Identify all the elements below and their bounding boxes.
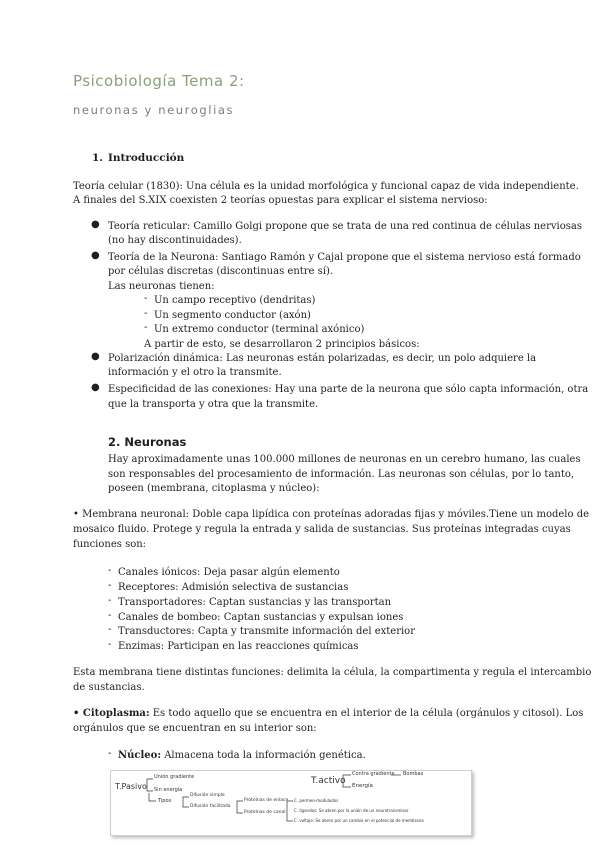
paragraph-line: mosaico fluido. Protege y regula la entrada y salida de sustancias. Sus proteínas integradas cuyas [73,524,571,535]
list-item: Enzimas: Participan en las reacciones químicas [118,641,359,652]
diagram-label: C. permeo-modulados [294,798,339,803]
list-item: Canales iónicos: Deja pasar algún elemento [118,567,340,578]
list-item: Polarización dinámica: Las neuronas están polarizadas, es decir, un polo adquiere la [108,353,537,364]
page-subtitle: neuronas y neuroglias [73,103,235,117]
bullet-dot: ● [91,382,100,393]
page-title: Psicobiología Tema 2: [73,72,245,90]
diagram-label: Sin energía [154,787,183,793]
dash-marker: - [108,595,112,606]
diagram-label: Proteínas de enlace [244,798,289,803]
bullet-dot: ● [91,250,100,261]
diagram-label: Difusión simple [190,793,225,798]
diagram-label: C. ligandos: Se abren por la unión de un neurotransmisor [294,808,409,813]
dash-marker: - [108,748,112,759]
list-item: Un segmento conductor (axón) [154,310,311,321]
paragraph-line: funciones son: [73,539,147,550]
cytoplasm-text: Es todo aquello que se encuentra en el interior de la célula (orgánulos y citosol). Los [149,708,584,719]
paragraph-line: son responsables del procesamiento de información. Las neuronas son células, por lo tanto, [108,469,575,480]
handwritten-diagram [110,770,472,836]
dash-marker: - [108,565,112,576]
diagram-label: Proteínas de canal [244,810,286,815]
diagram-label: T.Pasivo [115,782,147,791]
section-2-heading: 2. Neuronas [108,435,187,449]
list-item: Un campo receptivo (dendritas) [154,295,316,306]
nucleus-label: Núcleo: [118,750,162,761]
diagram-label: Bombas [403,771,424,777]
nucleus-text: Almacena toda la información genética. [161,750,366,761]
dash-marker: - [108,639,112,650]
list-item: por células discretas (discontinuas entre sí). [108,266,334,277]
list-item: Transportadores: Captan sustancias y las transportan [118,597,392,608]
paragraph-line: Hay aproximadamente unas 100.000 millones de neuronas en un cerebro humano, las cuales [108,454,581,465]
list-item: Especificidad de las conexiones: Hay una parte de la neurona que sólo capta información, otra [108,384,589,395]
list-item [118,748,366,763]
paragraph-line: • Membrana neuronal: Doble capa lipídica con proteínas adoradas fijas y móviles.Tiene un modelo de [73,509,590,520]
list-item: Teoría reticular: Camillo Golgi propone que se trata de una red continua de células nerviosas [108,221,582,232]
diagram-label: C. voltaje: Se abren por un cambio en el potencial de membrana [294,818,424,823]
dash-marker: - [108,624,112,635]
dash-marker: - [144,322,148,333]
diagram-label: Contra gradiente [352,771,395,777]
paragraph-line: poseen (membrana, citoplasma y núcleo): [108,483,320,494]
list-item: Un extremo conductor (terminal axónico) [154,324,365,335]
paragraph-line: Las neuronas tienen: [108,281,215,292]
diagram-label: Energía [352,783,373,789]
diagram-label: Tipos [158,798,172,804]
list-item: información y el otro la transmite. [108,367,282,378]
paragraph-line: orgánulos que se encuentran en su interior son: [73,723,317,734]
paragraph-line [73,706,583,721]
paragraph-line: Teoría celular (1830): Una célula es la unidad morfológica y funcional capaz de vida independiente. [73,181,579,192]
diagram-label: Unión gradiente [154,774,195,780]
bullet-dot: ● [91,351,100,362]
section-1-heading: Introducción [108,152,185,164]
paragraph-line: A partir de esto, se desarrollaron 2 principios básicos: [144,339,420,350]
list-item: Transductores: Capta y transmite información del exterior [118,626,415,637]
cytoplasm-label: • Citoplasma: [73,708,150,719]
paragraph-line: A finales del S.XIX coexisten 2 teorías opuestas para explicar el sistema nervioso: [73,195,488,206]
diagram-label: Difusión facilitada [190,804,231,809]
dash-marker: - [108,580,112,591]
dash-marker: - [108,610,112,621]
list-item: Canales de bombeo: Captan sustancias y expulsan iones [118,612,404,623]
list-item: Receptores: Admisión selectiva de sustancias [118,582,349,593]
bullet-dot: ● [91,219,100,230]
list-item: Teoría de la Neurona: Santiago Ramón y Cajal propone que el sistema nervioso está formado [108,252,581,263]
list-item: (no hay discontinuidades). [108,235,242,246]
paragraph-line: de sustancias. [73,682,145,693]
diagram-label: T.activo [311,776,346,786]
dash-marker: - [144,293,148,304]
paragraph-line: Esta membrana tiene distintas funciones: delimita la célula, la compartimenta y regula el intercambio [73,667,592,678]
section-1-number: 1. [92,152,103,164]
list-item: que la transporta y otra que la transmite. [108,399,319,410]
dash-marker: - [144,308,148,319]
